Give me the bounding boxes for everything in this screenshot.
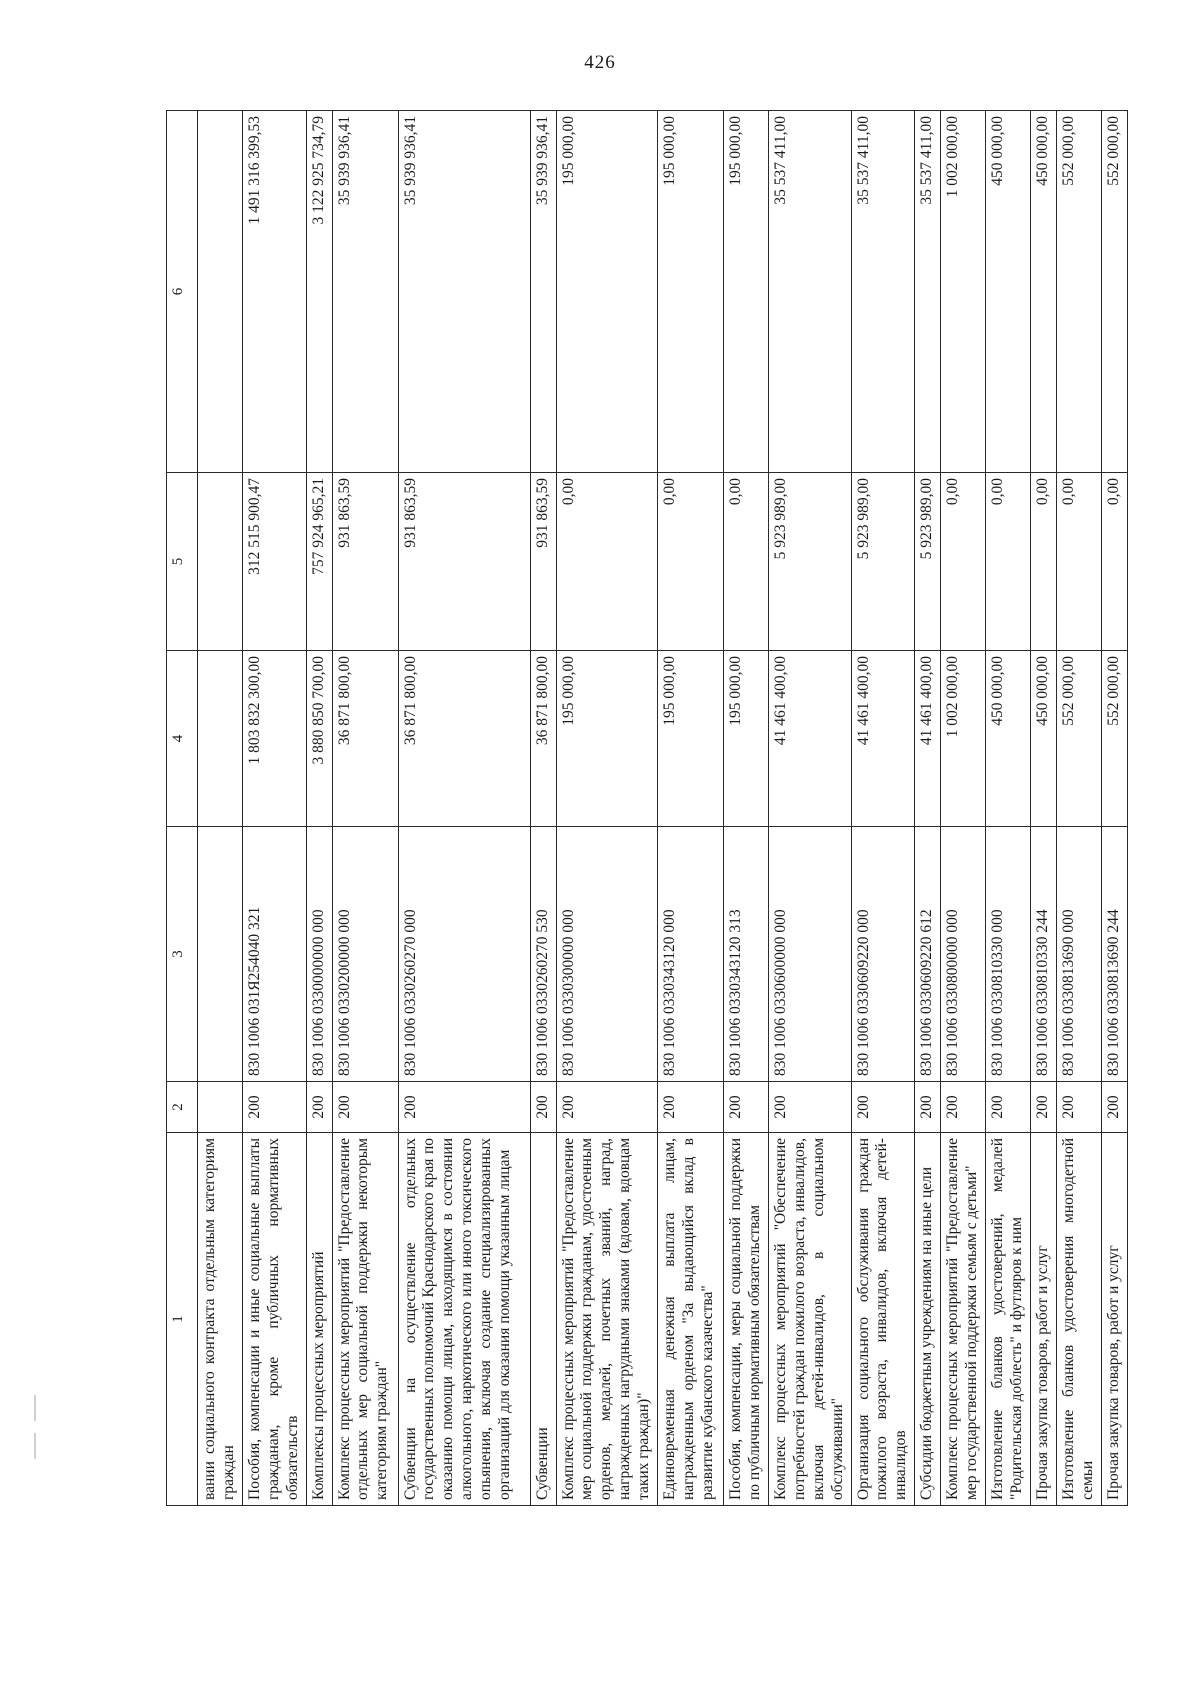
amount-col5-cell: 0,00 bbox=[1101, 473, 1127, 651]
amount-col6-cell: 35 939 936,41 bbox=[332, 111, 398, 473]
code-cell: 200 bbox=[1030, 1082, 1056, 1133]
table-row bbox=[198, 111, 243, 1506]
table-row bbox=[915, 111, 941, 1506]
table-row bbox=[941, 111, 986, 1506]
amount-col4-cell: 1 803 832 300,00 bbox=[242, 651, 306, 827]
code-cell: 200 bbox=[1056, 1082, 1101, 1133]
amount-col5-cell: 0,00 bbox=[658, 473, 724, 651]
item-name-cell: Изготовление бланков удостоверений, медалей "Родительская доблесть" и футляров к ним bbox=[986, 1133, 1031, 1506]
amount-col6-cell: 195 000,00 bbox=[724, 111, 769, 473]
column-number: 2 bbox=[167, 1082, 198, 1133]
table-row bbox=[1030, 111, 1056, 1506]
item-name-cell: Субвенции bbox=[530, 1133, 556, 1506]
code-cell: 200 bbox=[724, 1082, 769, 1133]
amount-col6-cell: 35 939 936,41 bbox=[530, 111, 556, 473]
amount-col6-cell bbox=[198, 111, 243, 473]
amount-col5-cell: 5 923 989,00 bbox=[768, 473, 851, 651]
amount-col5-cell: 931 863,59 bbox=[530, 473, 556, 651]
scan-mark bbox=[34, 1395, 36, 1421]
amount-col5-cell: 5 923 989,00 bbox=[851, 473, 915, 651]
amount-col5-cell: 0,00 bbox=[986, 473, 1031, 651]
amount-col5-cell: 757 924 965,21 bbox=[306, 473, 332, 651]
item-name-cell: вании социального контракта отдельным категориям граждан bbox=[198, 1133, 243, 1506]
amount-col4-cell: 195 000,00 bbox=[556, 651, 658, 827]
table-row bbox=[1056, 111, 1101, 1506]
item-name-cell: Комплекс процессных мероприятий "Предоставление отдельных мер социальной поддержки некоторым категориям граждан" bbox=[332, 1133, 398, 1506]
budget-classification-cell: 830 1006 0330800000 000 bbox=[941, 827, 986, 1082]
item-name-cell: Пособия, компенсации и иные социальные выплаты гражданам, кроме публичных нормативных обязательств bbox=[242, 1133, 306, 1506]
table-row bbox=[1101, 111, 1127, 1506]
budget-classification-cell: 830 1006 0330300000 000 bbox=[556, 827, 658, 1082]
item-name-cell: Комплекс процессных мероприятий "Обеспечение потребностей граждан пожилого возраста, инвалидов, включая детей-инвалидов, в социальном обслуживании" bbox=[768, 1133, 851, 1506]
budget-classification-cell: 830 1006 0330260270 000 bbox=[398, 827, 530, 1082]
item-name-cell: Комплексы процессных мероприятий bbox=[306, 1133, 332, 1506]
amount-col5-cell bbox=[198, 473, 243, 651]
amount-col4-cell: 36 871 800,00 bbox=[398, 651, 530, 827]
budget-classification-cell: 830 1006 0330810330 244 bbox=[1030, 827, 1056, 1082]
code-cell: 200 bbox=[851, 1082, 915, 1133]
amount-col6-cell: 195 000,00 bbox=[658, 111, 724, 473]
code-cell bbox=[198, 1082, 243, 1133]
code-cell: 200 bbox=[530, 1082, 556, 1133]
amount-col4-cell: 41 461 400,00 bbox=[768, 651, 851, 827]
item-name-cell: Организация социального обслуживания граждан пожилого возраста, инвалидов, включая детей-инвалидов bbox=[851, 1133, 915, 1506]
item-name-cell: Прочая закупка товаров, работ и услуг bbox=[1101, 1133, 1127, 1506]
table-row bbox=[724, 111, 769, 1506]
code-cell: 200 bbox=[941, 1082, 986, 1133]
column-number: 1 bbox=[167, 1133, 198, 1506]
amount-col5-cell: 0,00 bbox=[1030, 473, 1056, 651]
code-cell: 200 bbox=[306, 1082, 332, 1133]
amount-col6-cell: 3 122 925 734,79 bbox=[306, 111, 332, 473]
budget-classification-cell: 830 1006 0330609220 612 bbox=[915, 827, 941, 1082]
amount-col5-cell: 5 923 989,00 bbox=[915, 473, 941, 651]
table-row bbox=[530, 111, 556, 1506]
rotated-table-container bbox=[166, 111, 1122, 1506]
amount-col5-cell: 0,00 bbox=[1056, 473, 1101, 651]
amount-col6-cell: 552 000,00 bbox=[1056, 111, 1101, 473]
column-number: 6 bbox=[167, 111, 198, 473]
amount-col4-cell: 552 000,00 bbox=[1101, 651, 1127, 827]
table-row bbox=[242, 111, 306, 1506]
table-row bbox=[768, 111, 851, 1506]
column-number: 5 bbox=[167, 473, 198, 651]
amount-col6-cell: 552 000,00 bbox=[1101, 111, 1127, 473]
amount-col4-cell: 450 000,00 bbox=[1030, 651, 1056, 827]
budget-classification-cell: 830 1006 031Я254040 321 bbox=[242, 827, 306, 1082]
table-row bbox=[306, 111, 332, 1506]
amount-col4-cell: 450 000,00 bbox=[986, 651, 1031, 827]
budget-classification-cell bbox=[198, 827, 243, 1082]
amount-col6-cell: 1 491 316 399,53 bbox=[242, 111, 306, 473]
table-row bbox=[556, 111, 658, 1506]
amount-col6-cell: 450 000,00 bbox=[986, 111, 1031, 473]
item-name-cell: Прочая закупка товаров, работ и услуг bbox=[1030, 1133, 1056, 1506]
budget-table-body bbox=[167, 111, 1128, 1506]
amount-col6-cell: 35 939 936,41 bbox=[398, 111, 530, 473]
code-cell: 200 bbox=[332, 1082, 398, 1133]
amount-col5-cell: 931 863,59 bbox=[398, 473, 530, 651]
budget-classification-cell: 830 1006 0330813690 244 bbox=[1101, 827, 1127, 1082]
budget-classification-cell: 830 1006 0330343120 313 bbox=[724, 827, 769, 1082]
code-cell: 200 bbox=[398, 1082, 530, 1133]
item-name-cell: Субвенции на осуществление отдельных государственных полномочий Краснодарского края по оказанию помощи лицам, находящимся в состоянии алкогольного, наркотического или иного токсического опьянения, включая создание специализированных организаций для оказания помощи указанным лицам bbox=[398, 1133, 530, 1506]
code-cell: 200 bbox=[556, 1082, 658, 1133]
code-cell: 200 bbox=[242, 1082, 306, 1133]
amount-col5-cell: 0,00 bbox=[941, 473, 986, 651]
column-number-row bbox=[167, 111, 198, 1506]
budget-classification-cell: 830 1006 0330609220 000 bbox=[851, 827, 915, 1082]
amount-col4-cell: 36 871 800,00 bbox=[332, 651, 398, 827]
item-name-cell: Комплекс процессных мероприятий "Предоставление мер социальной поддержки гражданам, удостоенным орденов, медалей, почетных званий, наград, награжденных нагрудными знаками (вдовам, вдовцам таких граждан)" bbox=[556, 1133, 658, 1506]
item-name-cell: Изготовление бланков удостоверения многодетной семьи bbox=[1056, 1133, 1101, 1506]
amount-col4-cell: 195 000,00 bbox=[724, 651, 769, 827]
column-number: 4 bbox=[167, 651, 198, 827]
table-row bbox=[398, 111, 530, 1506]
amount-col6-cell: 35 537 411,00 bbox=[768, 111, 851, 473]
budget-classification-cell: 830 1006 0330810330 000 bbox=[986, 827, 1031, 1082]
code-cell: 200 bbox=[768, 1082, 851, 1133]
budget-classification-cell: 830 1006 0330600000 000 bbox=[768, 827, 851, 1082]
amount-col4-cell: 1 002 000,00 bbox=[941, 651, 986, 827]
amount-col6-cell: 35 537 411,00 bbox=[915, 111, 941, 473]
amount-col6-cell: 450 000,00 bbox=[1030, 111, 1056, 473]
code-cell: 200 bbox=[658, 1082, 724, 1133]
amount-col4-cell: 195 000,00 bbox=[658, 651, 724, 827]
item-name-cell: Субсидии бюджетным учреждениям на иные цели bbox=[915, 1133, 941, 1506]
amount-col6-cell: 35 537 411,00 bbox=[851, 111, 915, 473]
scan-mark bbox=[34, 1433, 36, 1459]
item-name-cell: Пособия, компенсации, меры социальной поддержки по публичным нормативным обязательствам bbox=[724, 1133, 769, 1506]
amount-col4-cell: 36 871 800,00 bbox=[530, 651, 556, 827]
table-row bbox=[986, 111, 1031, 1506]
budget-classification-cell: 830 1006 0330813690 000 bbox=[1056, 827, 1101, 1082]
item-name-cell: Единовременная денежная выплата лицам, награжденным орденом "За выдающийся вклад в развитие кубанского казачества" bbox=[658, 1133, 724, 1506]
code-cell: 200 bbox=[915, 1082, 941, 1133]
amount-col5-cell: 0,00 bbox=[556, 473, 658, 651]
table-row bbox=[851, 111, 915, 1506]
code-cell: 200 bbox=[986, 1082, 1031, 1133]
table-row bbox=[332, 111, 398, 1506]
budget-classification-cell: 830 1006 0330200000 000 bbox=[332, 827, 398, 1082]
amount-col4-cell: 41 461 400,00 bbox=[851, 651, 915, 827]
amount-col5-cell: 312 515 900,47 bbox=[242, 473, 306, 651]
amount-col4-cell bbox=[198, 651, 243, 827]
amount-col5-cell: 0,00 bbox=[724, 473, 769, 651]
code-cell: 200 bbox=[1101, 1082, 1127, 1133]
amount-col6-cell: 1 002 000,00 bbox=[941, 111, 986, 473]
page-number: 426 bbox=[584, 52, 616, 73]
amount-col4-cell: 3 880 850 700,00 bbox=[306, 651, 332, 827]
item-name-cell: Комплекс процессных мероприятий "Предоставление мер государственной поддержки семьям с детьми" bbox=[941, 1133, 986, 1506]
budget-classification-cell: 830 1006 0330260270 530 bbox=[530, 827, 556, 1082]
amount-col4-cell: 41 461 400,00 bbox=[915, 651, 941, 827]
budget-classification-cell: 830 1006 0330343120 000 bbox=[658, 827, 724, 1082]
table-row bbox=[658, 111, 724, 1506]
budget-classification-cell: 830 1006 0330000000 000 bbox=[306, 827, 332, 1082]
amount-col4-cell: 552 000,00 bbox=[1056, 651, 1101, 827]
column-number: 3 bbox=[167, 827, 198, 1082]
amount-col6-cell: 195 000,00 bbox=[556, 111, 658, 473]
amount-col5-cell: 931 863,59 bbox=[332, 473, 398, 651]
budget-table bbox=[166, 110, 1128, 1506]
